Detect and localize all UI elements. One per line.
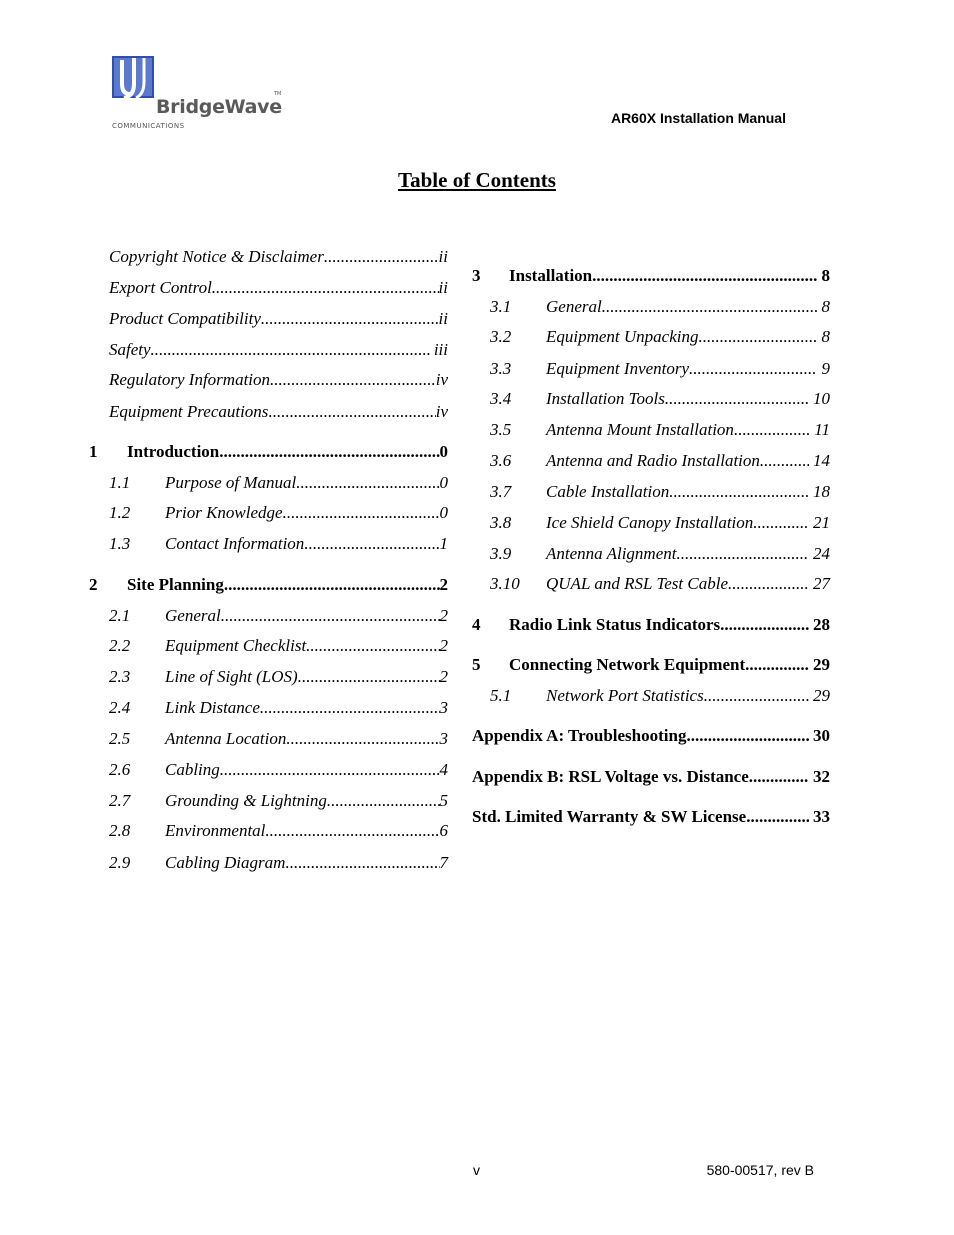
toc-entry-title: Antenna Mount Installation <box>546 420 734 439</box>
toc-entry[interactable] <box>490 327 830 347</box>
toc-entry-number: 2.8 <box>109 821 131 840</box>
toc-entry[interactable] <box>472 726 830 746</box>
toc-entry-page: ii <box>438 309 448 328</box>
toc-entry-title: Installation Tools <box>546 389 665 408</box>
toc-entry-page: 33 <box>808 807 830 826</box>
toc-dot-leader <box>327 791 440 811</box>
toc-entry-title: Appendix A: Troubleshooting <box>472 726 687 745</box>
toc-entry-title: Introduction <box>127 442 220 461</box>
toc-entry[interactable] <box>109 698 448 718</box>
toc-entry-title: Copyright Notice & Disclaimer <box>109 247 324 266</box>
document-title: AR60X Installation Manual <box>610 110 786 126</box>
toc-dot-leader <box>689 359 817 379</box>
toc-entry-page: 30 <box>808 726 830 745</box>
toc-entry-title: Ice Shield Canopy Installation <box>546 513 754 532</box>
toc-entry-page: 10 <box>808 389 830 408</box>
toc-entry-title: Network Port Statistics <box>546 686 704 705</box>
toc-entry[interactable] <box>472 615 830 635</box>
toc-entry-number: 3.3 <box>490 359 512 378</box>
toc-dot-leader <box>220 760 440 780</box>
toc-entry-title: Line of Sight (LOS) <box>165 667 298 686</box>
toc-entry-title: Equipment Unpacking <box>546 327 699 346</box>
toc-entry-number: 3.8 <box>490 513 512 532</box>
toc-entry-title: General <box>546 297 602 316</box>
toc-entry[interactable] <box>472 266 830 286</box>
toc-entry-page: 5 <box>439 791 448 810</box>
toc-dot-leader <box>699 327 818 347</box>
toc-dot-leader <box>270 370 436 390</box>
toc-entry-title: Regulatory Information <box>109 370 271 389</box>
toc-dot-leader <box>676 544 808 564</box>
brand-subtitle: COMMUNICATIONS <box>112 122 185 130</box>
toc-entry-title: Cabling Diagram <box>165 853 286 872</box>
toc-entry-number: 2.7 <box>109 791 131 810</box>
toc-entry[interactable] <box>472 767 830 787</box>
toc-entry-page: 2 <box>439 667 448 686</box>
toc-entry[interactable] <box>109 760 448 780</box>
toc-dot-leader <box>686 726 808 746</box>
toc-dot-leader <box>221 606 440 626</box>
toc-entry[interactable] <box>490 389 830 409</box>
toc-entry[interactable] <box>490 297 830 317</box>
toc-entry-page: 8 <box>817 266 830 285</box>
toc-entry-title: Installation <box>509 266 593 285</box>
toc-dot-leader <box>746 807 809 827</box>
toc-dot-leader <box>753 513 808 533</box>
toc-entry[interactable] <box>109 534 448 554</box>
toc-entry[interactable] <box>490 451 830 471</box>
toc-entry-title: Product Compatibility <box>109 309 261 328</box>
toc-dot-leader <box>219 442 439 462</box>
bridgewave-logo <box>110 54 290 134</box>
toc-entry[interactable] <box>109 853 448 873</box>
toc-entry[interactable] <box>472 655 830 675</box>
toc-entry-page: 1 <box>439 534 448 553</box>
toc-entry-page: 3 <box>439 698 448 717</box>
toc-entry[interactable] <box>490 482 830 502</box>
toc-entry-page: 24 <box>808 544 830 563</box>
toc-entry-number: 2.9 <box>109 853 131 872</box>
toc-dot-leader <box>261 309 439 329</box>
toc-entry[interactable] <box>109 729 448 749</box>
toc-entry-title: Equipment Checklist <box>165 636 307 655</box>
toc-entry-title: Purpose of Manual <box>165 473 297 492</box>
toc-entry-page: ii <box>438 247 448 266</box>
toc-dot-leader <box>749 767 809 787</box>
toc-entry-number: 3.1 <box>490 297 512 316</box>
toc-dot-leader <box>224 575 440 595</box>
toc-dot-leader <box>704 686 809 706</box>
toc-entry-page: 29 <box>808 686 830 705</box>
toc-entry-number: 1.3 <box>109 534 131 553</box>
toc-entry-page: iii <box>429 340 448 359</box>
toc-entry-title: Prior Knowledge <box>165 503 283 522</box>
toc-dot-leader <box>285 853 439 873</box>
toc-entry-page: 18 <box>808 482 830 501</box>
toc-entry[interactable] <box>109 791 448 811</box>
toc-entry-number: 3.4 <box>490 389 512 408</box>
toc-entry[interactable] <box>109 503 448 523</box>
toc-entry-title: Environmental <box>165 821 266 840</box>
toc-dot-leader <box>212 278 439 298</box>
toc-entry-title: Cabling <box>165 760 220 779</box>
footer-revision: 580-00517, rev B <box>706 1162 814 1178</box>
toc-entry[interactable] <box>490 544 830 564</box>
toc-entry-page: 28 <box>808 615 830 634</box>
toc-entry-number: 3 <box>472 266 481 285</box>
toc-entry-page: 8 <box>817 297 830 316</box>
footer-page-number: v <box>473 1162 480 1178</box>
toc-entry[interactable] <box>109 821 448 841</box>
toc-entry[interactable] <box>109 473 448 493</box>
toc-entry-number: 3.5 <box>490 420 512 439</box>
toc-entry[interactable] <box>109 667 448 687</box>
toc-entry-title: General <box>165 606 221 625</box>
toc-entry-page: iv <box>435 370 448 389</box>
toc-entry-number: 4 <box>472 615 481 634</box>
toc-entry-page: 14 <box>808 451 830 470</box>
toc-entry[interactable] <box>472 807 830 827</box>
toc-entry-page: 7 <box>439 853 448 872</box>
toc-entry[interactable] <box>109 370 448 390</box>
toc-entry-title: Std. Limited Warranty & SW License <box>472 807 747 826</box>
toc-entry-title: Radio Link Status Indicators <box>509 615 721 634</box>
toc-entry-page: 11 <box>810 420 830 439</box>
toc-entry-title: Safety <box>109 340 151 359</box>
toc-entry[interactable] <box>109 340 448 360</box>
toc-entry-number: 3.9 <box>490 544 512 563</box>
toc-entry-page: 4 <box>439 760 448 779</box>
toc-entry-number: 2.3 <box>109 667 131 686</box>
toc-entry-number: 3.10 <box>490 574 520 593</box>
toc-entry-title: Appendix B: RSL Voltage vs. Distance <box>472 767 749 786</box>
toc-entry-page: 32 <box>808 767 830 786</box>
toc-entry-number: 2.5 <box>109 729 131 748</box>
toc-entry-page: 6 <box>439 821 448 840</box>
toc-entry[interactable] <box>490 359 830 379</box>
toc-entry-page: 0 <box>439 503 448 522</box>
toc-entry-title: Site Planning <box>127 575 224 594</box>
toc-dot-leader <box>298 667 440 687</box>
toc-entry-title: Connecting Network Equipment <box>509 655 746 674</box>
toc-entry-number: 2.1 <box>109 606 131 625</box>
toc-dot-leader <box>760 451 809 471</box>
toc-dot-leader <box>324 247 439 267</box>
toc-entry[interactable] <box>109 247 448 267</box>
toc-entry-number: 1 <box>89 442 98 461</box>
toc-entry-title: Contact Information <box>165 534 305 553</box>
toc-entry-number: 3.7 <box>490 482 512 501</box>
trademark-mark: TM <box>274 91 282 97</box>
toc-dot-leader <box>265 821 439 841</box>
toc-dot-leader <box>602 297 818 317</box>
toc-heading: Table of Contents <box>398 168 556 192</box>
toc-entry-number: 2.6 <box>109 760 131 779</box>
toc-entry[interactable] <box>89 442 448 462</box>
toc-entry-page: iv <box>435 402 448 421</box>
toc-entry-page: 8 <box>817 327 830 346</box>
toc-dot-leader <box>268 402 435 422</box>
toc-entry-number: 1.1 <box>109 473 131 492</box>
toc-entry[interactable] <box>109 636 448 656</box>
toc-dot-leader <box>283 503 440 523</box>
toc-dot-leader <box>260 698 440 718</box>
toc-entry-title: Antenna Alignment <box>546 544 677 563</box>
toc-dot-leader <box>669 482 809 502</box>
toc-entry-page: 3 <box>439 729 448 748</box>
toc-entry-title: Export Control <box>109 278 212 297</box>
toc-entry-number: 2.4 <box>109 698 131 717</box>
toc-entry[interactable] <box>490 574 830 594</box>
bridgewave-logo-icon <box>110 54 158 100</box>
toc-entry-number: 2 <box>89 575 98 594</box>
toc-entry-number: 5.1 <box>490 686 512 705</box>
toc-entry[interactable] <box>109 309 448 329</box>
toc-entry-title: QUAL and RSL Test Cable <box>546 574 729 593</box>
toc-entry-title: Link Distance <box>165 698 260 717</box>
toc-entry-page: 21 <box>808 513 830 532</box>
toc-entry[interactable] <box>490 420 830 440</box>
toc-entry-title: Equipment Inventory <box>546 359 690 378</box>
toc-dot-leader <box>665 389 809 409</box>
toc-entry-number: 3.6 <box>490 451 512 470</box>
toc-entry-page: 2 <box>439 575 448 594</box>
toc-dot-leader <box>151 340 430 360</box>
toc-dot-leader <box>304 534 439 554</box>
toc-entry-page: 9 <box>817 359 830 378</box>
toc-dot-leader <box>720 615 809 635</box>
toc-dot-leader <box>728 574 809 594</box>
toc-entry[interactable] <box>109 278 448 298</box>
brand-name: BridgeWave <box>156 96 282 118</box>
toc-dot-leader <box>745 655 809 675</box>
toc-entry-title: Antenna Location <box>165 729 287 748</box>
toc-dot-leader <box>286 729 439 749</box>
toc-entry-page: 2 <box>439 636 448 655</box>
toc-entry-number: 2.2 <box>109 636 131 655</box>
toc-dot-leader <box>734 420 810 440</box>
toc-entry-page: 29 <box>808 655 830 674</box>
toc-entry-number: 3.2 <box>490 327 512 346</box>
toc-entry-title: Antenna and Radio Installation <box>546 451 760 470</box>
toc-entry-page: 0 <box>439 442 448 461</box>
toc-entry-page: 0 <box>439 473 448 492</box>
toc-entry-title: Grounding & Lightning <box>165 791 327 810</box>
toc-dot-leader <box>306 636 439 656</box>
toc-entry-page: ii <box>438 278 448 297</box>
toc-entry[interactable] <box>490 686 830 706</box>
toc-entry-title: Equipment Precautions <box>109 402 269 421</box>
toc-entry-page: 2 <box>439 606 448 625</box>
toc-entry[interactable] <box>490 513 830 533</box>
toc-dot-leader <box>592 266 817 286</box>
toc-entry[interactable] <box>89 575 448 595</box>
toc-entry[interactable] <box>109 402 448 422</box>
toc-dot-leader <box>296 473 439 493</box>
toc-entry-title: Cable Installation <box>546 482 670 501</box>
toc-entry-number: 5 <box>472 655 481 674</box>
toc-entry-number: 1.2 <box>109 503 131 522</box>
toc-entry[interactable] <box>109 606 448 626</box>
toc-entry-page: 27 <box>808 574 830 593</box>
